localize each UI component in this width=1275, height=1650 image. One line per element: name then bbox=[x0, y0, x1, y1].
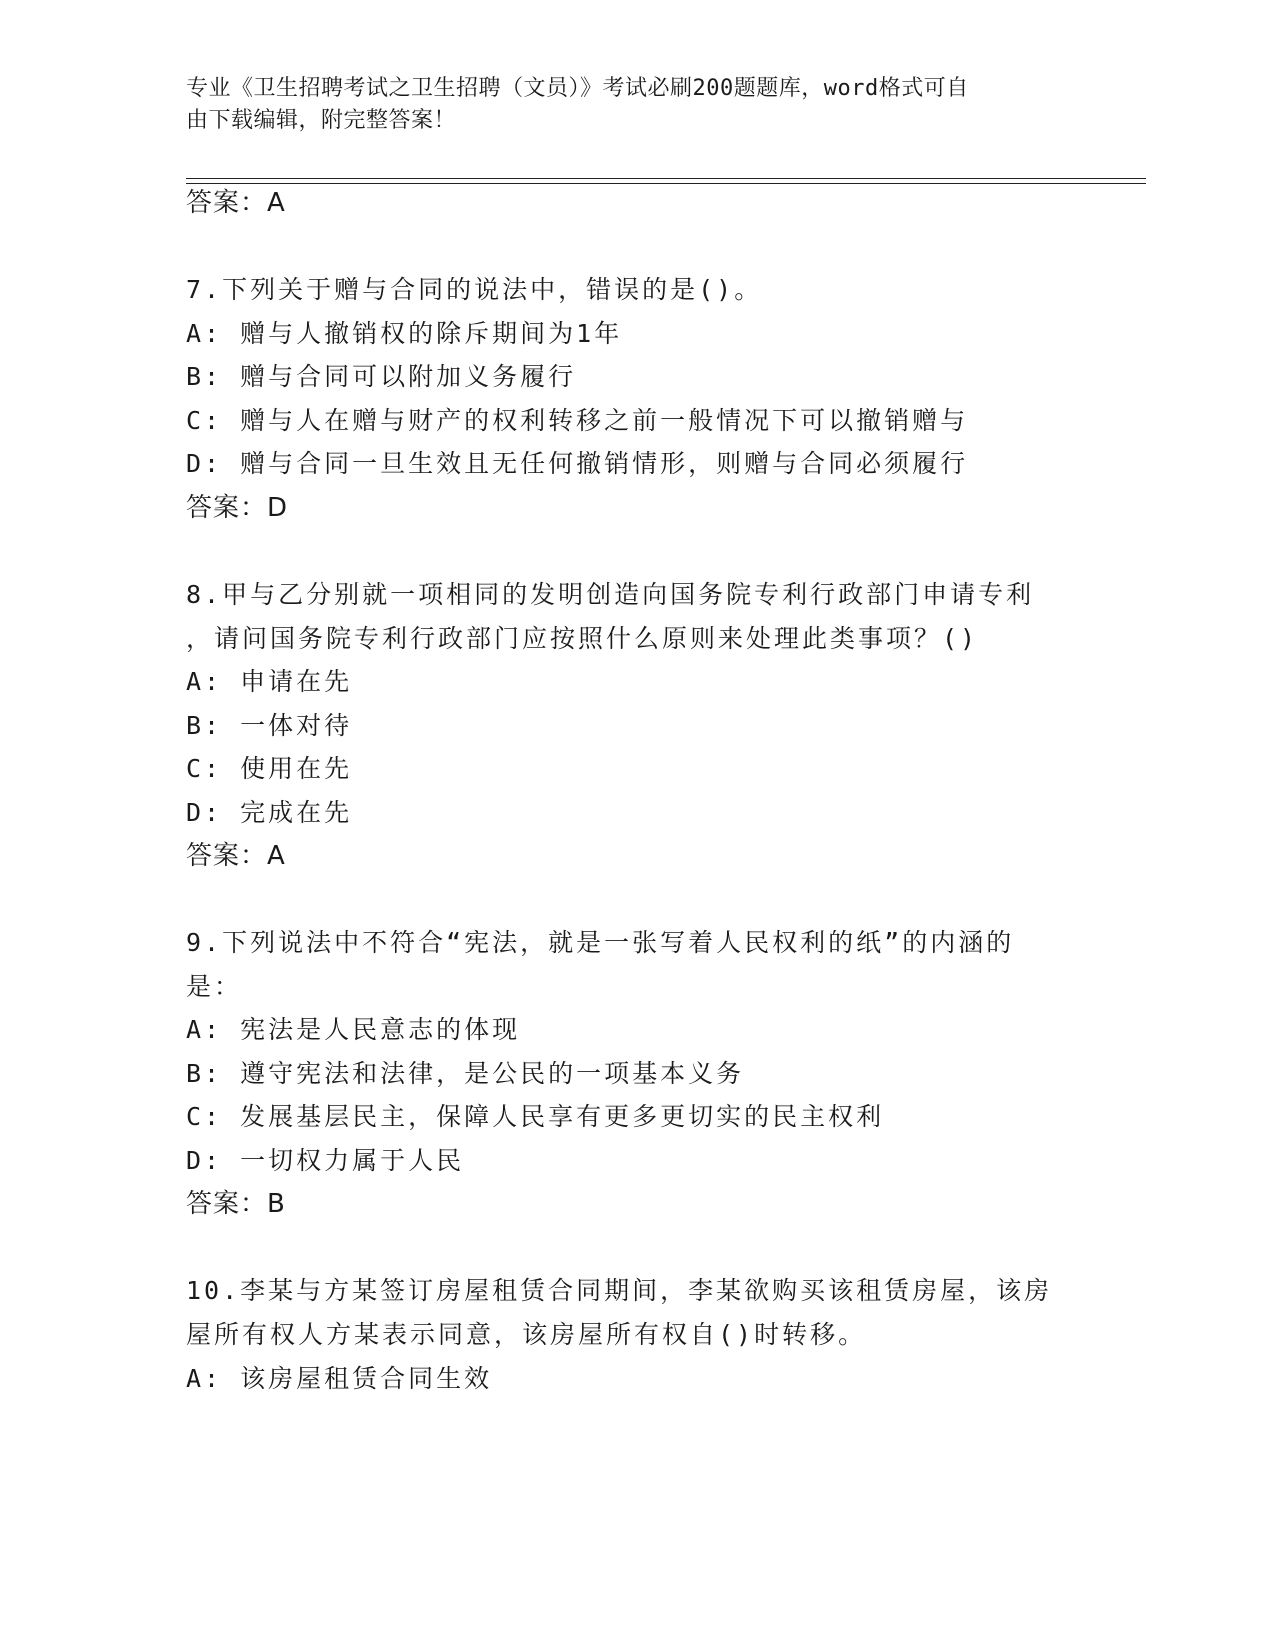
question-10-stem-line-1: 10.李某与方某签订房屋租赁合同期间，李某欲购买该租赁房屋，该房 bbox=[186, 1276, 1053, 1305]
header-divider-bottom bbox=[186, 183, 1146, 184]
question-9-option-b: B: 遵守宪法和法律，是公民的一项基本义务 bbox=[186, 1059, 745, 1088]
question-7-option-a: A: 赠与人撤销权的除斥期间为1年 bbox=[186, 319, 623, 348]
header-line-1: 专业《卫生招聘考试之卫生招聘（文员）》考试必刷200题题库，word格式可自 bbox=[186, 76, 969, 101]
question-10-option-a: A: 该房屋租赁合同生效 bbox=[186, 1364, 493, 1393]
header-line-2: 由下载编辑，附完整答案！ bbox=[186, 108, 457, 133]
question-8-stem-line-1: 8.甲与乙分别就一项相同的发明创造向国务院专利行政部门申请专利 bbox=[186, 580, 1035, 609]
question-8-option-c: C: 使用在先 bbox=[186, 754, 353, 783]
question-8-stem-line-2: ，请问国务院专利行政部门应按照什么原则来处理此类事项？() bbox=[186, 624, 979, 653]
question-7-option-b: B: 赠与合同可以附加义务履行 bbox=[186, 362, 577, 391]
question-8-answer: 答案：A bbox=[186, 841, 286, 871]
question-8-option-b: B: 一体对待 bbox=[186, 711, 353, 740]
question-9-option-a: A: 宪法是人民意志的体现 bbox=[186, 1015, 521, 1044]
question-9-option-c: C: 发展基层民主，保障人民享有更多更切实的民主权利 bbox=[186, 1102, 885, 1131]
header-divider-top bbox=[186, 178, 1146, 179]
question-8-option-a: A: 申请在先 bbox=[186, 667, 353, 696]
question-7-stem: 7.下列关于赠与合同的说法中，错误的是()。 bbox=[186, 275, 763, 304]
question-9-option-d: D: 一切权力属于人民 bbox=[186, 1146, 465, 1175]
document-header bbox=[186, 73, 1066, 137]
question-8-option-d: D: 完成在先 bbox=[186, 798, 353, 827]
question-7-answer: 答案：D bbox=[186, 493, 289, 523]
question-7-option-c: C: 赠与人在赠与财产的权利转移之前一般情况下可以撤销赠与 bbox=[186, 406, 969, 435]
question-9-stem-line-2: 是： bbox=[186, 972, 243, 1001]
question-9-stem-line-1: 9.下列说法中不符合“宪法，就是一张写着人民权利的纸”的内涵的 bbox=[186, 928, 1015, 957]
question-9-answer: 答案：B bbox=[186, 1189, 286, 1219]
previous-answer: 答案：A bbox=[186, 188, 286, 218]
question-7-option-d: D: 赠与合同一旦生效且无任何撤销情形，则赠与合同必须履行 bbox=[186, 449, 969, 478]
question-10-stem-line-2: 屋所有权人方某表示同意，该房屋所有权自()时转移。 bbox=[186, 1320, 867, 1349]
